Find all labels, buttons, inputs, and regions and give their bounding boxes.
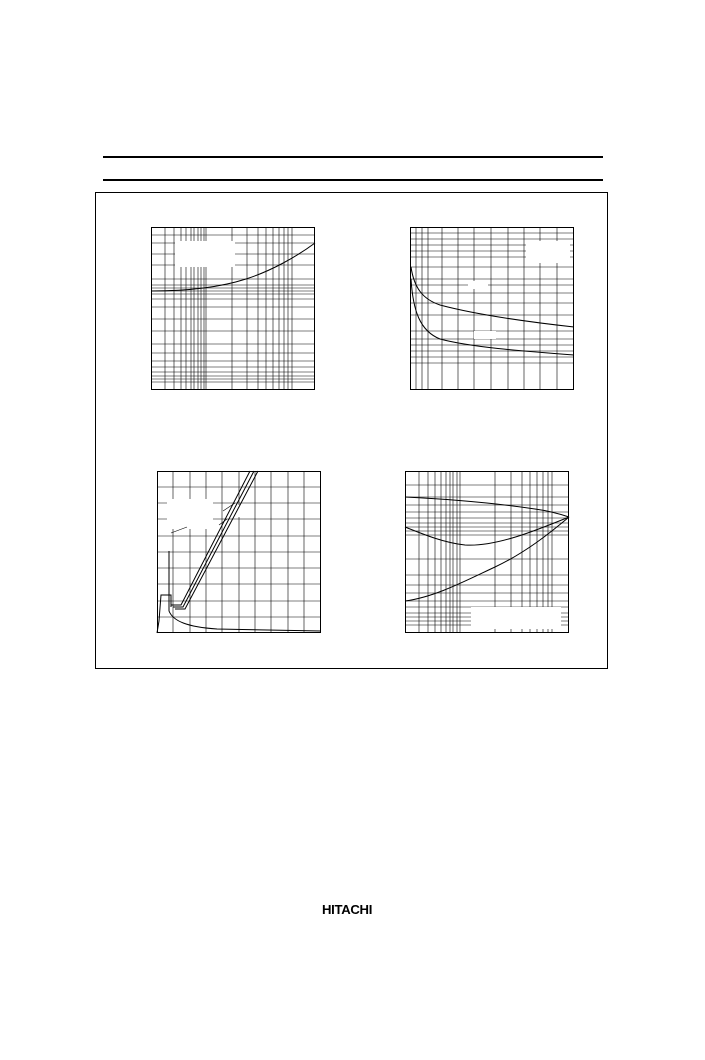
plot-bottom-left-line-3 (175, 471, 258, 609)
plot-bottom-right-curve-top (405, 497, 569, 517)
plot-bottom-left-line-1 (171, 471, 250, 605)
hitachi-logo: HITACHI (322, 903, 373, 917)
plot-top-right-label-box-1 (468, 281, 488, 289)
plot-bottom-right (405, 471, 569, 633)
plot-top-right-curve-lower (411, 279, 574, 355)
plot-top-left (151, 227, 315, 390)
plot-top-right-label-box-2 (474, 331, 496, 339)
plot-top-right-legend-box (526, 241, 570, 263)
plot-bottom-left-line-2 (173, 471, 254, 607)
plot-bottom-right-legend-box (471, 607, 561, 629)
plot-top-right-curve-upper (411, 267, 574, 327)
header-rule-bottom (103, 179, 603, 181)
plot-bottom-left (157, 471, 321, 633)
plot-top-left-legend-box (175, 241, 235, 267)
plot-bottom-left-label-box (223, 505, 245, 517)
plot-bottom-right-curves (405, 497, 569, 601)
plot-bottom-left-legend-box (167, 499, 213, 529)
header-rule-top (103, 156, 603, 158)
plot-top-right (410, 227, 574, 390)
